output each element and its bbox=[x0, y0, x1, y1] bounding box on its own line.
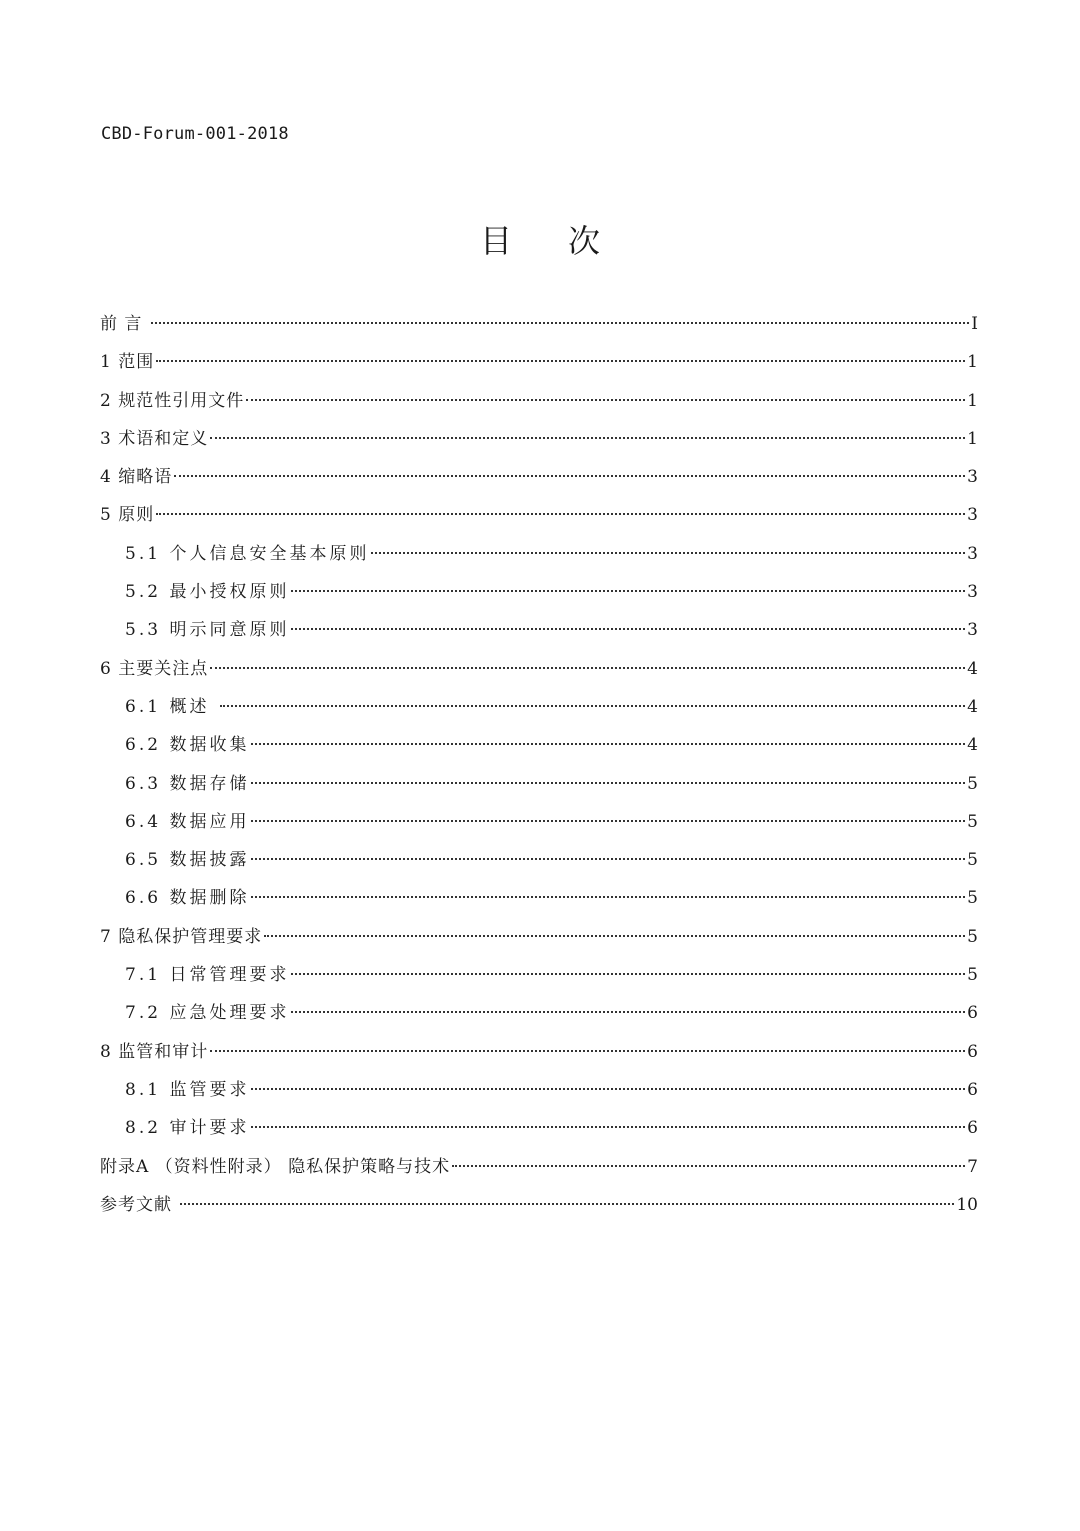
toc-entry-page: 5 bbox=[967, 965, 978, 986]
toc-entry-label: 5.1 个人信息安全基本原则 bbox=[125, 543, 370, 564]
toc-entry-label: 6 主要关注点 bbox=[100, 658, 209, 679]
toc-leader-dots bbox=[174, 475, 965, 477]
toc-entry-label: 7.1 日常管理要求 bbox=[125, 965, 290, 986]
toc-leader-dots bbox=[251, 896, 965, 898]
toc-entry-page: 6 bbox=[967, 1079, 978, 1100]
toc-entry-label: 6.6 数据删除 bbox=[125, 888, 250, 909]
toc-leader-dots bbox=[210, 667, 965, 669]
toc-entry-label: 5 原则 bbox=[100, 505, 155, 526]
toc-entry-label: 3 术语和定义 bbox=[100, 428, 209, 449]
toc-entry[interactable] bbox=[100, 1109, 978, 1147]
toc-entry-label: 6.3 数据存储 bbox=[125, 773, 250, 794]
toc-entry-label: 4 缩略语 bbox=[100, 467, 173, 488]
toc-leader-dots bbox=[452, 1165, 965, 1167]
toc-leader-dots bbox=[251, 782, 965, 784]
toc-leader-dots bbox=[251, 1126, 965, 1128]
toc-leader-dots bbox=[291, 590, 965, 592]
toc-entry-page: 5 bbox=[967, 926, 978, 947]
toc-leader-dots bbox=[156, 360, 965, 362]
toc-leader-dots bbox=[156, 513, 965, 515]
document-code: CBD-Forum-001-2018 bbox=[101, 124, 289, 144]
toc-entry-label: 5.3 明示同意原则 bbox=[125, 620, 290, 641]
toc-leader-dots bbox=[246, 399, 965, 401]
toc-entry[interactable] bbox=[100, 1148, 978, 1186]
toc-entry[interactable] bbox=[100, 765, 978, 803]
toc-entry-page: 7 bbox=[967, 1156, 978, 1177]
toc-title bbox=[0, 216, 1080, 262]
toc-entry[interactable] bbox=[100, 382, 978, 420]
toc-entry-page: 1 bbox=[967, 390, 978, 411]
toc-entry[interactable] bbox=[100, 458, 978, 496]
toc-entry-page: 3 bbox=[967, 543, 978, 564]
toc-leader-dots bbox=[151, 322, 969, 324]
toc-entry[interactable] bbox=[100, 496, 978, 534]
toc-entry-label: 7.2 应急处理要求 bbox=[125, 1003, 290, 1024]
toc-entry[interactable] bbox=[100, 918, 978, 956]
toc-entry[interactable] bbox=[100, 1033, 978, 1071]
toc-leader-dots bbox=[210, 437, 965, 439]
toc-entry-label: 1 范围 bbox=[100, 352, 155, 373]
toc-entry-page: 4 bbox=[967, 696, 978, 717]
toc-leader-dots bbox=[220, 705, 965, 707]
toc-leader-dots bbox=[180, 1203, 954, 1205]
toc-entry[interactable] bbox=[100, 535, 978, 573]
toc-entry[interactable] bbox=[100, 956, 978, 994]
toc-leader-dots bbox=[371, 552, 965, 554]
toc-entry-page: 3 bbox=[967, 467, 978, 488]
toc-entry-page: 4 bbox=[967, 658, 978, 679]
toc-entry-page: 1 bbox=[967, 352, 978, 373]
toc-title-char-2: 次 bbox=[568, 222, 601, 260]
toc-entry[interactable] bbox=[100, 305, 978, 343]
toc-entry-page: 6 bbox=[967, 1003, 978, 1024]
toc-entry[interactable] bbox=[100, 994, 978, 1032]
toc-entry-label: 6.4 数据应用 bbox=[125, 811, 250, 832]
toc-entry-label: 8 监管和审计 bbox=[100, 1041, 209, 1062]
toc-entry-label: 2 规范性引用文件 bbox=[100, 390, 245, 411]
toc-entry[interactable] bbox=[100, 726, 978, 764]
toc-entry-page: 1 bbox=[967, 428, 978, 449]
toc-leader-dots bbox=[251, 1088, 965, 1090]
toc-leader-dots bbox=[291, 1011, 965, 1013]
toc-entry-page: 3 bbox=[967, 620, 978, 641]
toc-entry[interactable] bbox=[100, 611, 978, 649]
toc-entry-label: 8.2 审计要求 bbox=[125, 1118, 250, 1139]
toc-entry-label: 8.1 监管要求 bbox=[125, 1079, 250, 1100]
toc-entry-label: 5.2 最小授权原则 bbox=[125, 582, 290, 603]
toc-entry[interactable] bbox=[100, 688, 978, 726]
toc-entry-page: I bbox=[971, 314, 978, 334]
toc-entry-label: 6.5 数据披露 bbox=[125, 850, 250, 871]
toc-leader-dots bbox=[251, 820, 965, 822]
toc-entry-page: 6 bbox=[967, 1118, 978, 1139]
toc-leader-dots bbox=[251, 858, 965, 860]
toc-entry-page: 5 bbox=[967, 811, 978, 832]
toc-entry[interactable] bbox=[100, 343, 978, 381]
toc-entry-page: 10 bbox=[956, 1194, 978, 1215]
toc-entry-label: 前 言 bbox=[100, 314, 149, 334]
toc-entry-label: 6.1 概述 bbox=[125, 696, 218, 717]
toc-entry[interactable] bbox=[100, 841, 978, 879]
toc-entry[interactable] bbox=[100, 803, 978, 841]
toc-entry-page: 5 bbox=[967, 888, 978, 909]
toc-leader-dots bbox=[210, 1050, 965, 1052]
toc-entry[interactable] bbox=[100, 420, 978, 458]
toc-entry-label: 参考文献 bbox=[100, 1194, 179, 1215]
toc-entry-page: 5 bbox=[967, 773, 978, 794]
toc-entry[interactable] bbox=[100, 650, 978, 688]
toc-entry[interactable] bbox=[100, 879, 978, 917]
toc-entry[interactable] bbox=[100, 573, 978, 611]
toc-entry-page: 3 bbox=[967, 505, 978, 526]
toc-entry-label: 附录A （资料性附录） 隐私保护策略与技术 bbox=[100, 1156, 451, 1177]
toc-entry-label: 6.2 数据收集 bbox=[125, 735, 250, 756]
toc-leader-dots bbox=[291, 628, 965, 630]
toc-leader-dots bbox=[251, 743, 965, 745]
toc-entry-page: 5 bbox=[967, 850, 978, 871]
table-of-contents bbox=[100, 305, 978, 1224]
toc-entry[interactable] bbox=[100, 1071, 978, 1109]
toc-entry-page: 4 bbox=[967, 735, 978, 756]
toc-entry-page: 6 bbox=[967, 1041, 978, 1062]
toc-entry[interactable] bbox=[100, 1186, 978, 1224]
toc-entry-label: 7 隐私保护管理要求 bbox=[100, 926, 263, 947]
toc-leader-dots bbox=[291, 973, 965, 975]
toc-title-char-1: 目 bbox=[479, 222, 512, 260]
toc-entry-page: 3 bbox=[967, 582, 978, 603]
toc-leader-dots bbox=[264, 935, 965, 937]
